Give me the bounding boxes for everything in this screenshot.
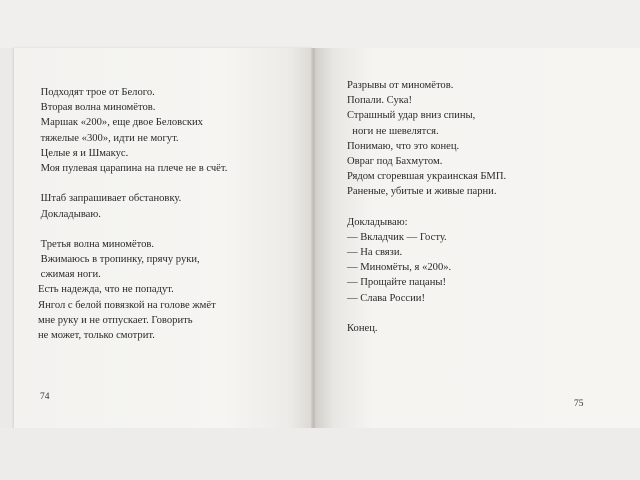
text-line: Штаб запрашивает обстановку. [38,193,182,205]
text-line: Вторая волна миномётов. [38,102,156,114]
text-line: — Миномёты, я «200». [347,262,452,274]
text-line: Моя пулевая царапина на плече не в счёт. [38,162,228,174]
text-line: Докладываю. [38,208,101,220]
text-line: Третья волна миномётов. [38,238,155,250]
right-page-number: 75 [574,399,584,409]
right-page-text [347,78,506,336]
text-line: Попали. Сука! [347,95,412,107]
background-top [0,0,640,48]
text-line: Есть надежда, что не попадут. [38,284,174,296]
text-line: тяжелые «300», идти не могут. [38,132,179,144]
blank-line [38,176,227,191]
text-line: не может, только смотрит. [38,330,155,341]
text-line: Рядом сгоревшая украинская БМП. [347,171,507,183]
right-page [314,48,640,428]
text-line: — Вкладчик — Госту. [347,231,447,243]
left-page-number: 74 [40,392,50,402]
blank-line [38,222,227,237]
text-line: Понимаю, что это конец. [347,140,460,152]
text-line: Подходят трое от Белого. [38,87,155,98]
text-line: Докладываю: [347,216,408,228]
text-line: Разрывы от миномётов. [347,80,454,91]
left-page [14,48,314,428]
text-line: — На связи. [347,247,403,259]
text-line: Целые я и Шмакус. [38,147,129,159]
background-bottom [0,428,640,480]
text-line: Янгол с белой повязкой на голове жмёт [38,299,216,311]
text-line: Конец. [347,323,378,334]
open-book [0,48,640,428]
text-line: — Прощайте пацаны! [347,277,447,289]
text-line: — Слава России! [347,292,425,304]
text-line: Страшный удар вниз спины, [347,110,476,122]
text-line: мне руку и не отпускает. Говорить [38,314,193,326]
text-line: Вжимаюсь в тропинку, прячу руки, [38,254,200,266]
text-line: сжимая ноги. [38,269,101,281]
text-line: Овраг под Бахмутом. [347,155,443,167]
left-page-text [38,85,227,343]
text-line: ноги не шевелятся. [347,125,439,137]
text-line: Раненые, убитые и живые парни. [347,186,497,198]
blank-line [347,306,506,321]
blank-line [347,200,506,215]
text-line: Маршак «200», еще двое Беловских [38,117,203,129]
book-spine [311,48,316,428]
